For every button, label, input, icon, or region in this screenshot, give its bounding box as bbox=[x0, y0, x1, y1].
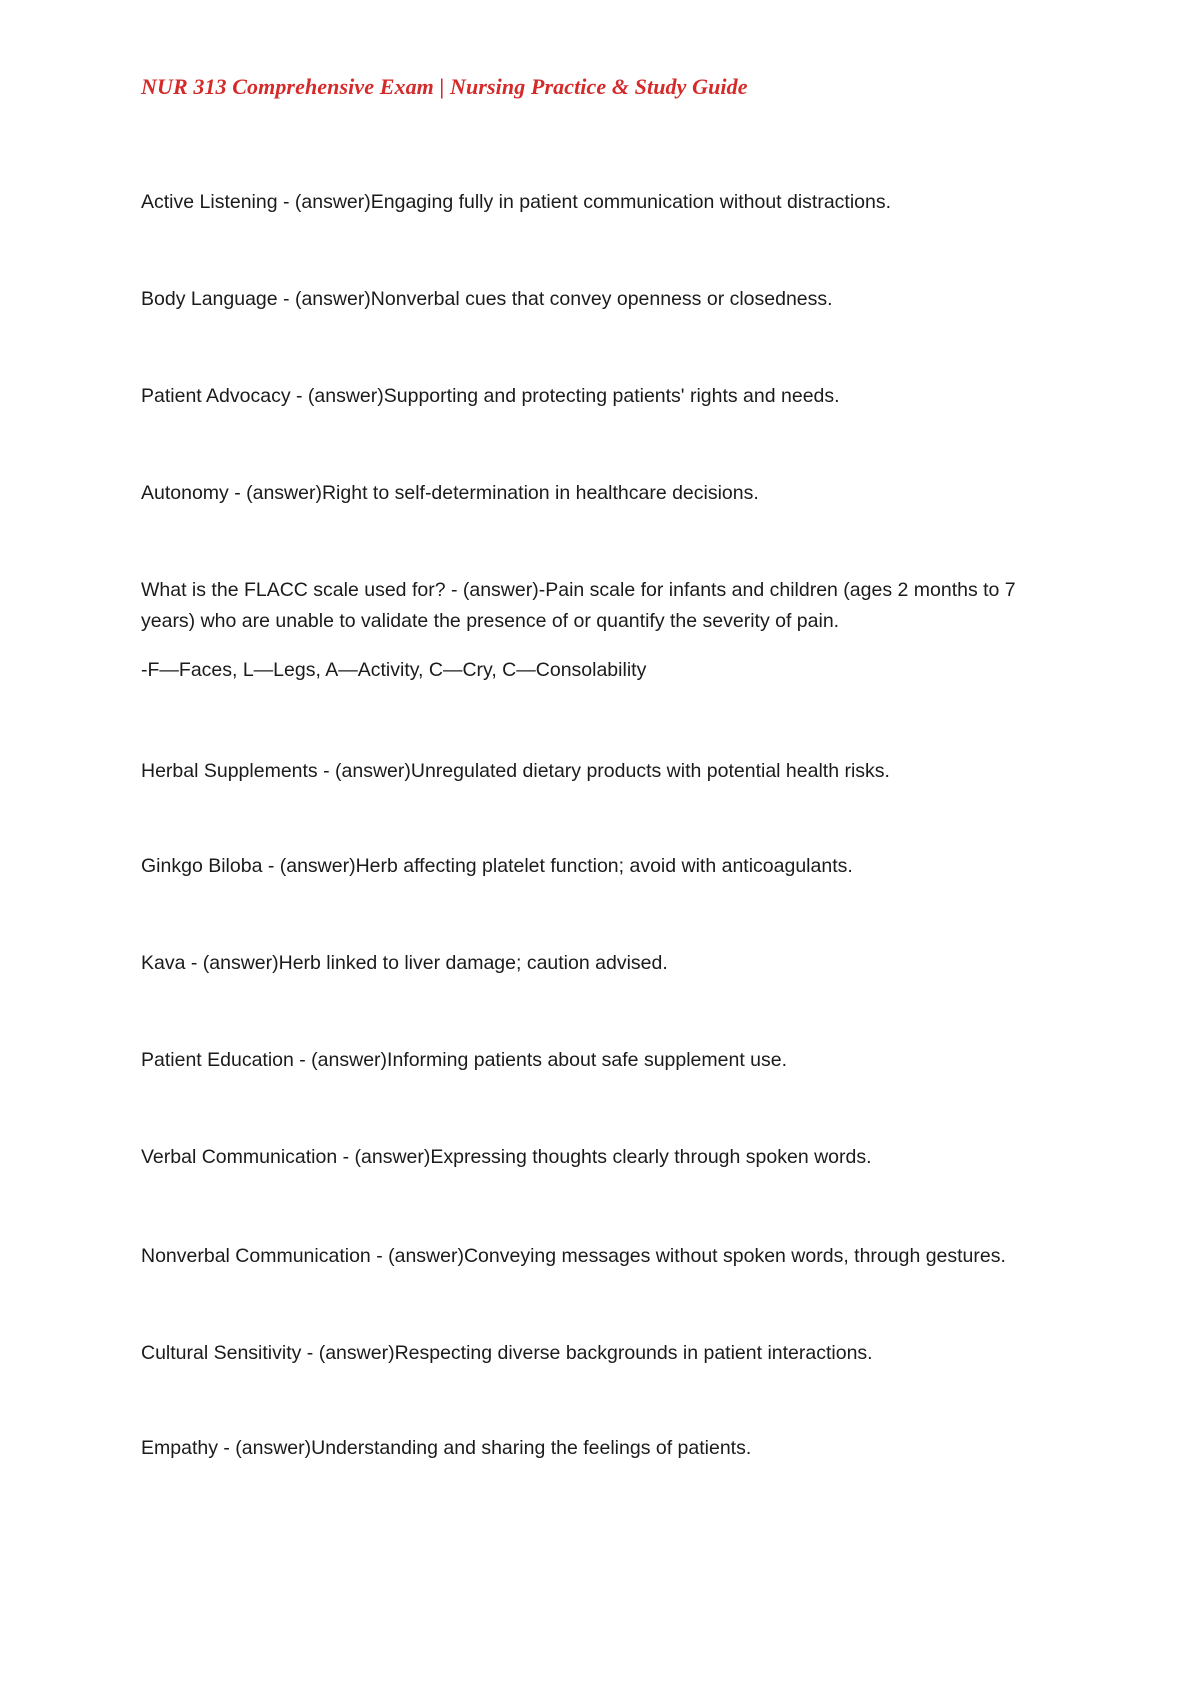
entry-patient-advocacy: Patient Advocacy - (answer)Supporting and protecting patients' rights and needs. bbox=[141, 385, 840, 407]
flacc-question: What is the FLACC scale used for? - (answer)-Pain scale for infants and children (ages 2 months to 7 years) who are unable to validate the presence of or quantify the severity of pain. bbox=[141, 579, 1016, 632]
entry-nonverbal-communication: Nonverbal Communication - (answer)Conveying messages without spoken words, through gestures. bbox=[141, 1245, 1006, 1267]
entry-ginkgo-biloba: Ginkgo Biloba - (answer)Herb affecting platelet function; avoid with anticoagulants. bbox=[141, 855, 853, 877]
entry-active-listening: Active Listening - (answer)Engaging fully in patient communication without distractions. bbox=[141, 191, 892, 213]
entry-herbal-supplements: Herbal Supplements - (answer)Unregulated dietary products with potential health risks. bbox=[141, 760, 890, 782]
entry-body-language: Body Language - (answer)Nonverbal cues that convey openness or closedness. bbox=[141, 288, 833, 310]
entry-cultural-sensitivity: Cultural Sensitivity - (answer)Respecting diverse backgrounds in patient interactions. bbox=[141, 1342, 873, 1364]
entry-autonomy: Autonomy - (answer)Right to self-determination in healthcare decisions. bbox=[141, 482, 759, 504]
entry-patient-education: Patient Education - (answer)Informing patients about safe supplement use. bbox=[141, 1049, 788, 1071]
entry-verbal-communication: Verbal Communication - (answer)Expressing thoughts clearly through spoken words. bbox=[141, 1146, 872, 1168]
document-title: NUR 313 Comprehensive Exam | Nursing Practice & Study Guide bbox=[141, 74, 748, 99]
entry-kava: Kava - (answer)Herb linked to liver damage; caution advised. bbox=[141, 952, 668, 974]
entry-flacc-scale bbox=[141, 575, 1041, 686]
entry-empathy: Empathy - (answer)Understanding and sharing the feelings of patients. bbox=[141, 1437, 752, 1459]
flacc-detail: -F—Faces, L—Legs, A—Activity, C—Cry, C—Consolability bbox=[141, 659, 647, 681]
